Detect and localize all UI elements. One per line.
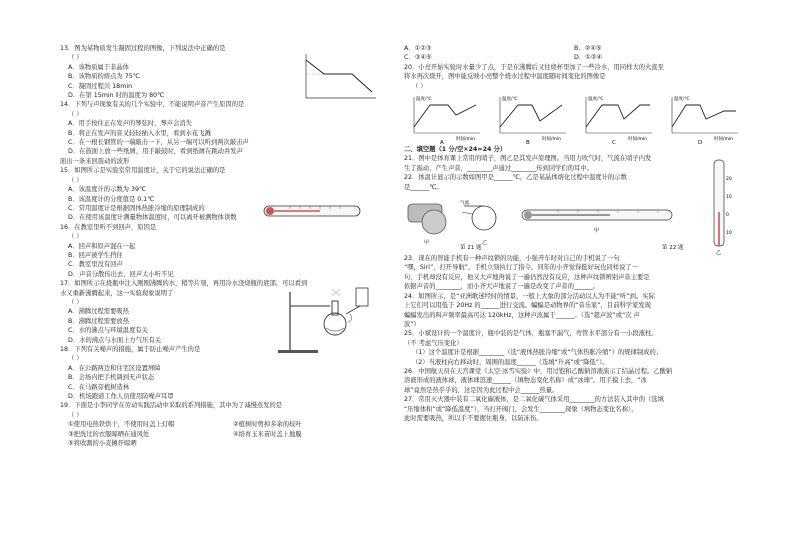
q18-opt-a: A．在公路两边和住宅区设置屏障 — [68, 364, 161, 372]
q26-line-3: 球”竟然是热乎乎的，这是因为此过程中会______热量。 — [404, 386, 559, 394]
q20-d-label: D — [698, 140, 703, 146]
q21-jia-label: 甲 — [424, 240, 430, 247]
q20-c-label: C — [612, 140, 616, 146]
q19-stem: 19．下面是小李同学在劳动实践活动中采取的系列措施，其中为了减慢蒸发的是 — [60, 402, 283, 410]
q19-opt-a: A．①②③ — [404, 45, 432, 52]
q23-line-3: 句，手机却没有反应，他又大声地再说了一遍仍然没有反应，这种声纹锁辨别声音主要是 — [404, 273, 650, 281]
q23-line-2: “嘿，Siri”，打开导航”，手机立刻执行了指令。同年的小齐觉得挺好玩也同样说了一 — [404, 264, 638, 272]
q13-opt-b: B．该物质的熔点为 75℃ — [68, 73, 140, 81]
q22-tick-10: 10 — [726, 195, 732, 201]
q16-opt-d: D．声音分散传出去，回声太小听不见 — [68, 270, 174, 278]
section-2-title: 二、填空题（1 分/空×24=24 分） — [404, 146, 507, 154]
q27-line-1: 27．常用灭火器中装有二氧化碳液体，是二氧化碳气体采用________的方法装入其中的（选填 — [404, 396, 664, 404]
q16-opt-b: B．回声被学生挡住 — [68, 251, 123, 259]
q15-stem: 15．如图所示是实验室常用温度计，关于它的说法正确的是 — [60, 167, 226, 175]
q20-graph-a — [404, 91, 484, 145]
q18-opt-b: B．会场内把手机调到无声状态 — [68, 374, 155, 382]
q14-cont: 面出一条来回震动的波形 — [60, 157, 130, 165]
q24-line-3: 蝙蝠发出的叫声频率最高可达 120kHz，这种声波属于______。（选“超声波”或“次 声 — [404, 311, 640, 319]
q17-opt-a: A．沸腾过程需要吸热 — [68, 308, 129, 316]
q16-opt-c: C．教室里没有回声 — [68, 261, 123, 269]
q14-opt-a: A．用手按住正在发声的琴弦时，琴声会消失 — [68, 120, 192, 128]
q14-opt-c: C．在一根长钢管的一端敲击一下，从另一端可以听到两次敲击声 — [68, 139, 249, 147]
q20-d-ylabel: 温度/℃ — [674, 97, 690, 103]
q19-options-row-2 — [404, 53, 744, 62]
q27-line-3: 此时需要吸热，所以手不要握住瓶身，以防冻伤。 — [404, 414, 543, 422]
q21-airflow-label: 气流 — [460, 201, 469, 207]
q20-stem-2: 将水再次烧开，图中能反映小亮整个烧水过程中温度随时间变化的图像是 — [404, 73, 606, 81]
q20-graph-b — [490, 91, 570, 145]
q20-a-xlabel: 时间/min — [456, 137, 476, 143]
q25-line-4: （2）当液柱向右移动时，周围的温度______（选填“升高”或“降低”）。 — [412, 358, 609, 366]
q20-c-ylabel: 温度/℃ — [588, 97, 604, 103]
q18-paren: （ ） — [68, 355, 83, 363]
q21-line-1: 21．图中是体育课上常用的哨子，图乙是其发声原理图。当用力吹气时，气流在哨子内发 — [404, 155, 652, 163]
q21-line-2: 生了振动，产生声音，________声通过________传到同学们的耳中。 — [404, 164, 593, 172]
q14-opt-d: D．在鼓面上放一些纸屑，用手敲鼓时，看到纸屑在跳动并发声 — [68, 148, 243, 156]
q16-opt-a: A．回声和原声混在一起 — [68, 242, 136, 250]
q17-opt-b: B．沸腾过程需要放热 — [68, 317, 129, 325]
q13-cooling-graph — [300, 52, 380, 104]
q22-tick-20: 20 — [726, 177, 732, 183]
fig21-caption: 第 21 题 — [460, 245, 482, 252]
q15-opt-b: B．该温度计的分度值是 0.1℃ — [68, 195, 155, 203]
q20-graph-d — [662, 91, 742, 145]
q20-a-ylabel: 温度/℃ — [416, 97, 432, 103]
q19-row-2 — [60, 430, 398, 439]
q19-opt-c: C．③④⑤ — [404, 54, 432, 62]
q21-yi-label: 乙 — [482, 240, 488, 247]
q22-yi-label: 乙 — [716, 250, 722, 257]
q14-opt-b: B．将正在发声的音叉轻轻插入水里，看到水花飞溅 — [68, 129, 211, 137]
q17-paren: （ ） — [68, 298, 83, 306]
q19-opt-d: D．①②④ — [574, 54, 603, 62]
flask-apparatus-figure — [270, 284, 390, 354]
q13-paren: （ ） — [68, 54, 83, 62]
q19-item-4: ④培育玉米苗时盖上地膜 — [233, 430, 302, 438]
q14-paren: （ ） — [68, 110, 83, 118]
q24-line-2: 上它们可以用低于 20Hz 的______进行交流。蝙蝠是动物界的“音乐家”，目前科学家发现 — [404, 302, 651, 310]
right-column — [404, 44, 744, 423]
q20-d-xlabel: 时间/min — [714, 137, 734, 143]
q23-line-4: 依据声音的________，而小齐大声地说了一遍是改变了声音的______。 — [404, 283, 600, 291]
q19-item-1: ①使用电热铁烘干，不使用时盖上灯帽 — [68, 421, 175, 429]
q17-stem-2: 水又重新沸腾起来，这一实验现象说明了 — [60, 289, 174, 297]
q19-paren: （ ） — [68, 411, 83, 419]
q20-b-ylabel: 温度/℃ — [502, 97, 518, 103]
q19-options-row-1 — [404, 44, 744, 53]
q24-line-1: 24．如图所示，是“亚洲歌迷经时的情景，一般上大象的部分活动以人为不能“听”到。实际 — [404, 292, 655, 300]
q15-opt-c: C．常用温度计是根据固体热胀冷缩的原理制成的 — [68, 204, 205, 212]
q22-tick-minus-10: 10 — [726, 231, 732, 237]
q27-line-2: “压缩体积”或“降低温度”），当打开阀门，会发生________现象（填物态变化名称）， — [404, 405, 638, 413]
q20-paren: （ ） — [412, 82, 427, 90]
q15-paren: （ ） — [68, 176, 83, 184]
q13-opt-d: D．在第 15min 时的温度为 80℃ — [68, 92, 165, 100]
q20-graphs — [404, 91, 744, 145]
q25-line-2: （不 考虑气压变化） — [404, 339, 463, 347]
q25-line-3: （1）这个温度计是根据________（选“液体热胀冷缩”或“气体热胀冷缩”）的规律制成的； — [412, 349, 663, 357]
q21-whistle-figure — [404, 192, 514, 250]
q16-paren: （ ） — [68, 233, 83, 241]
q18-stem: 18．下列有关噪声的措施，属于防止噪声产生的是 — [60, 346, 201, 353]
q20-b-xlabel: 时间/min — [542, 137, 562, 143]
q20-stem-1: 20．小亮开始实验时水量少了点，于是在沸腾后又往烧杯里加了一些冷水，用同样大的火直至 — [404, 63, 664, 71]
q20-b-label: B — [526, 140, 530, 146]
q13-opt-a: A．该物质属于非晶体 — [68, 63, 129, 71]
q17-opt-d: D．水的沸点与水面上方气压有关 — [68, 336, 162, 344]
q13-opt-c: C．凝固过程共 18min — [68, 82, 133, 90]
q17-stem-1: 17．如图所示在烧瓶中注入刚刚沸腾的水，稍等片刻，再用冷水浇烧瓶的底部，可以看到 — [60, 280, 308, 288]
q22-jia-label: 甲 — [594, 228, 600, 235]
fig22-caption: 第 22 题 — [662, 245, 684, 252]
q19-item-5: ⑤将收割的小麦摊开晾晒 — [68, 440, 137, 448]
q22-thermometer-yi — [700, 156, 740, 256]
q18-opt-c: C．在马路旁植树造林 — [68, 383, 130, 391]
q16-stem: 16．在教室里听不到回声，原因是 — [60, 223, 157, 231]
q22-line-1: 22．体温计显示的示数如图甲是______℃，乙是某晶体熔化过程中温度计的示数 — [404, 174, 627, 182]
q17-opt-c: C．水的沸点与环境温度有关 — [68, 327, 148, 335]
q25-line-1: 25．小斌设计的一个温度计，瓶中装的是气体，瓶塞不漏气，弯管水平部分有一小段液柱。 — [404, 330, 658, 338]
q13-stem: 13．图为某物质发生凝固过程的图像，下列说法中正确的是 — [60, 45, 226, 52]
q19-row-1 — [60, 420, 398, 429]
q22-line-2: 是______℃。 — [404, 183, 443, 191]
q15-opt-a: A．该温度计的示数为 39℃ — [68, 186, 147, 194]
q20-a-label: A — [440, 140, 444, 146]
q23-line-1: 23．现在的智能手机有一种声纹锁的功能，小强开车时对自己的手机说了一句 — [404, 255, 620, 263]
q20-graph-c — [576, 91, 656, 145]
q19-item-3: ③把洗过的衣服晾晒在通风处 — [68, 430, 150, 438]
q19-opt-b: B．②④⑤ — [574, 45, 602, 52]
q22-thermometer-jia — [518, 198, 678, 238]
q14-stem: 14．下列与声现象有关的几个实验中，不能说明声音产生原因的是 — [60, 101, 245, 109]
q26-line-1: 26．中国航天员在天宫课堂《太空·冰雪实验》中，用过饱和乙酸钠溶液演示了结晶过程。乙酸钠 — [404, 367, 673, 375]
q18-opt-d: D．机场跑道工作人员使用防噪声耳罩 — [68, 393, 174, 401]
q24-line-4: 波”） — [404, 320, 420, 328]
q17-block — [60, 298, 398, 345]
left-column — [60, 44, 398, 448]
q20-c-xlabel: 时间/min — [628, 137, 648, 143]
q22-tick-0: 0 — [726, 213, 729, 219]
q15-thermometer-figure — [260, 196, 370, 230]
q15-opt-d: D．在使用该温度计测量物体温度时，可以离开被测物体读数 — [68, 214, 237, 222]
q19-item-2: ②植树时剪掉多余的枝叶 — [233, 421, 302, 429]
q26-line-2: 溶液形成的液体球，液体球迅速______（填物态变化名称）成“冰球”。用手摸上去，“冰 — [404, 377, 647, 385]
